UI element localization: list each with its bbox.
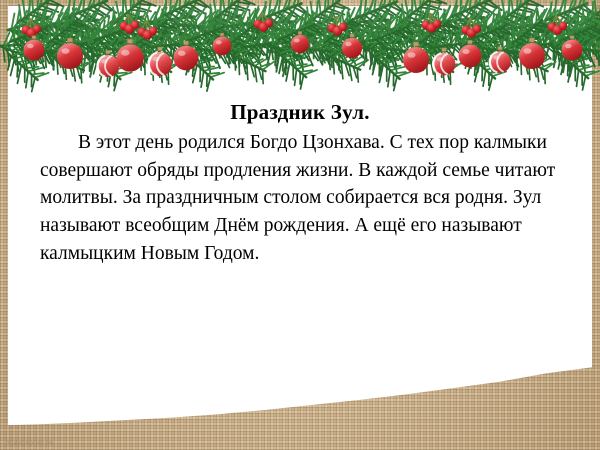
watermark: ПСИХОЛОГИЯ.РФ (6, 441, 54, 447)
text-block (40, 100, 560, 267)
body-paragraph: В этот день родился Богдо Цзонхава. С тех пор калмыки совершают обряды продления жизни. В каждой семье читают молитвы. За праздничным столом собирается вся родня. Зул называют всеобщим Днём рождения. А ещё его называют калмыцким Новым Годом. (40, 132, 556, 264)
page-title: Праздник Зул. (230, 100, 370, 124)
